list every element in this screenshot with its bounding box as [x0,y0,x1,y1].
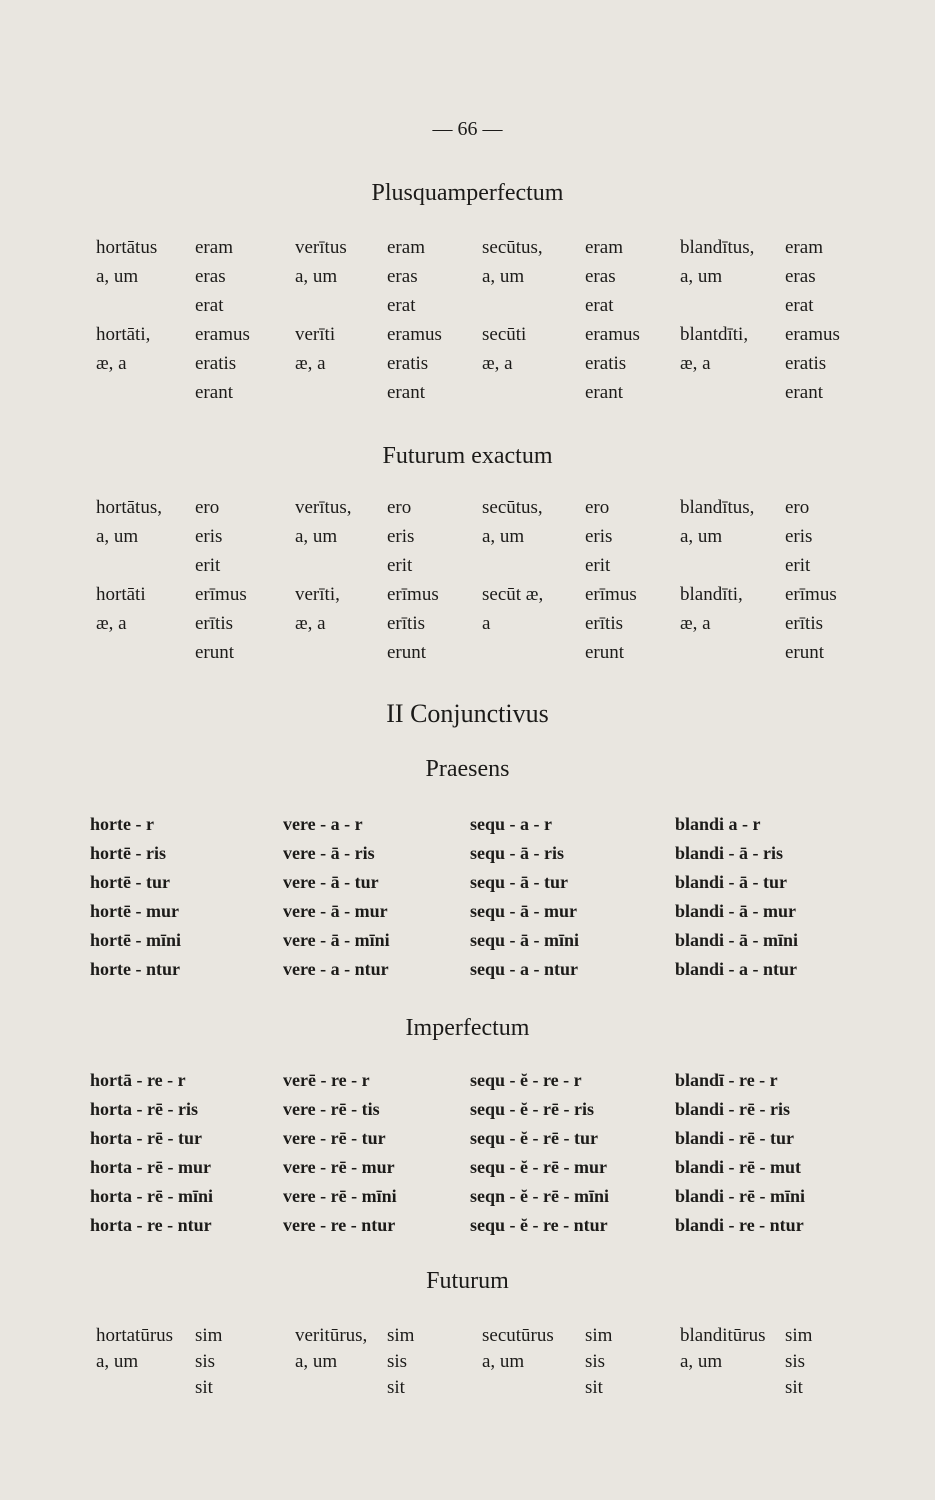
table-cell: hortē - mur [90,901,179,921]
table-cell: blandi - rē - tur [675,1128,794,1148]
table-cell: horte - ntur [90,959,180,979]
table-cell: sequ - ā - ris [470,843,564,863]
table-cell: blandi - re - ntur [675,1215,804,1235]
table-cell: æ, a [96,353,127,374]
table-row [0,265,935,291]
table-cell: erit [785,555,811,576]
table-cell: vere - rē - tur [283,1128,386,1148]
table-row [0,323,935,349]
table-row [0,1184,935,1210]
table-cell: erītis [195,613,233,634]
table-cell: a, um [680,266,723,287]
table-row [0,554,935,580]
table-row [0,236,935,262]
table-cell: sequ - ĕ - rē - ris [470,1099,594,1119]
table-cell: erunt [785,642,825,663]
table-cell: eramus [785,324,840,345]
table-cell: blanditūrus [680,1325,766,1346]
table-cell: a, um [96,1351,139,1372]
table-cell: eras [585,266,616,287]
table-cell: eratis [785,353,827,374]
table-cell: sequ - a - ntur [470,959,579,979]
table-cell: sim [585,1325,613,1346]
table-cell: vere - ā - tur [283,872,379,892]
table-cell: hortē - tur [90,872,170,892]
table-cell: a, um [482,266,525,287]
table-cell: a, um [482,1351,525,1372]
table-cell: eram [585,237,623,258]
table-row [0,1324,935,1350]
table-cell: sequ - ĕ - rē - mur [470,1157,607,1177]
table-cell: sit [387,1377,405,1398]
table-cell: hortātus, [96,497,162,518]
table-cell: eras [195,266,226,287]
table-cell: vere - rē - mīni [283,1186,397,1206]
table-cell: erītis [585,613,623,634]
table-cell: veritūrus, [295,1325,368,1346]
table-cell: sequ - ĕ - re - r [470,1070,582,1090]
table-cell: eratis [387,353,429,374]
table-cell: verīti [295,324,336,345]
table-cell: blandi - rē - mīni [675,1186,806,1206]
table-cell: sit [585,1377,603,1398]
table-cell: eratis [585,353,627,374]
table-cell: ero [585,497,610,518]
table-cell: eram [195,237,233,258]
table-cell: horta - re - ntur [90,1215,212,1235]
table-cell: sis [387,1351,408,1372]
table-cell: vere - re - ntur [283,1215,396,1235]
table-cell: sequ - ĕ - re - ntur [470,1215,608,1235]
table-cell: sequ - ā - mīni [470,930,580,950]
heading-futurum-exactum: Futurum exactum [382,443,553,469]
table-cell: blandi - ā - ris [675,843,784,863]
table-row [0,957,935,983]
table-cell: secutūrus [482,1325,554,1346]
table-cell: verītus [295,237,347,258]
table-cell: sim [387,1325,415,1346]
table-cell: eris [585,526,613,547]
table-cell: æ, a [680,353,711,374]
table-cell: sequ - ā - tur [470,872,568,892]
table-row [0,1376,935,1402]
table-cell: erant [785,382,823,403]
table-cell: erat [195,295,224,316]
table-cell: erīmus [387,584,439,605]
table-cell: erant [585,382,623,403]
table-cell: erit [195,555,221,576]
table-cell: erunt [387,642,427,663]
table-row [0,812,935,838]
table-row [0,525,935,551]
table-cell: erīmus [785,584,837,605]
table-cell: horte - r [90,814,154,834]
table-cell: sequ - ĕ - rē - tur [470,1128,598,1148]
table-cell: erit [387,555,413,576]
heading-futurum: Futurum [426,1268,509,1294]
table-cell: blandi - rē - mut [675,1157,801,1177]
table-cell: hortā - re - r [90,1070,186,1090]
table-cell: vere - rē - tis [283,1099,380,1119]
table-row [0,641,935,667]
table-cell: hortē - mīni [90,930,181,950]
table-row [0,352,935,378]
table-cell: erant [387,382,425,403]
table-cell: blantdīti, [680,324,749,345]
table-row [0,899,935,925]
table-row [0,1155,935,1181]
table-row [0,496,935,522]
table-cell: erītis [387,613,425,634]
table-row [0,294,935,320]
table-cell: a, um [96,266,139,287]
section-conjunctivus: II Conjunctivus [386,699,549,728]
table-cell: blandi - rē - ris [675,1099,790,1119]
table-cell: erīmus [195,584,247,605]
table-cell: secūtus, [482,237,543,258]
table-cell: a, um [680,526,723,547]
table-cell: sis [785,1351,806,1372]
table-cell: ero [195,497,220,518]
table-cell: vere - ā - ris [283,843,375,863]
table-cell: a, um [295,1351,338,1372]
table-cell: seqn - ĕ - rē - mīni [470,1186,609,1206]
table-row [0,381,935,407]
heading-plusquamperfectum: Plusquamperfectum [371,180,564,206]
page-number: — 66 — [432,118,503,140]
table-cell: eras [387,266,418,287]
table-row [0,1068,935,1094]
table-cell: eris [195,526,223,547]
table-cell: hortāti, [96,324,151,345]
table-cell: hortātus [96,237,158,258]
table-row [0,870,935,896]
table-cell: erunt [585,642,625,663]
table-cell: blandi - ā - tur [675,872,788,892]
table-cell: blandī - re - r [675,1070,778,1090]
table-cell: erit [585,555,611,576]
table-cell: vere - a - ntur [283,959,389,979]
table-cell: vere - ā - mur [283,901,388,921]
table-cell: ero [387,497,412,518]
table-cell: verīti, [295,584,340,605]
table-cell: erītis [785,613,823,634]
table-row [0,928,935,954]
table-cell: eram [785,237,823,258]
heading-imperfectum: Imperfectum [405,1015,530,1041]
table-cell: hortē - ris [90,843,166,863]
table-cell: sis [585,1351,606,1372]
table-cell: secūtus, [482,497,543,518]
table-cell: erīmus [585,584,637,605]
table-cell: sit [195,1377,213,1398]
table-row [0,583,935,609]
table-cell: eramus [585,324,640,345]
table-cell: æ, a [680,613,711,634]
table-cell: a, um [295,526,338,547]
table-cell: a, um [482,526,525,547]
table-cell: secūti [482,324,527,345]
table-cell: blandīti, [680,584,743,605]
table-cell: sim [785,1325,813,1346]
table-row [0,1213,935,1239]
table-cell: a [482,613,491,634]
table-cell: blandi - a - ntur [675,959,798,979]
table-cell: ero [785,497,810,518]
table-cell: eras [785,266,816,287]
table-cell: erant [195,382,233,403]
table-cell: verītus, [295,497,352,518]
table-cell: eris [387,526,415,547]
table-cell: erat [785,295,814,316]
table-cell: blandi a - r [675,814,761,834]
table-cell: eris [785,526,813,547]
table-cell: æ, a [295,353,326,374]
table-cell: horta - rē - ris [90,1099,198,1119]
table-cell: hortatūrus [96,1325,174,1346]
table-cell: vere - rē - mur [283,1157,395,1177]
table-row [0,612,935,638]
table-cell: a, um [295,266,338,287]
table-cell: sis [195,1351,216,1372]
table-cell: eramus [387,324,442,345]
table-row [0,1097,935,1123]
table-cell: a, um [96,526,139,547]
table-cell: sequ - ā - mur [470,901,577,921]
table-cell: eram [387,237,425,258]
table-row [0,1350,935,1376]
table-cell: sim [195,1325,223,1346]
table-cell: secūt æ, [482,584,544,605]
table-cell: erat [387,295,416,316]
table-cell: erunt [195,642,235,663]
table-cell: horta - rē - mur [90,1157,211,1177]
table-cell: vere - a - r [283,814,363,834]
table-cell: sit [785,1377,803,1398]
table-cell: verē - re - r [283,1070,370,1090]
table-cell: æ, a [482,353,513,374]
table-cell: æ, a [295,613,326,634]
table-cell: eratis [195,353,237,374]
table-cell: hortāti [96,584,146,605]
table-cell: blandi - ā - mur [675,901,797,921]
table-cell: horta - rē - mīni [90,1186,213,1206]
table-cell: blandi - ā - mīni [675,930,799,950]
table-cell: erat [585,295,614,316]
table-row [0,1126,935,1152]
table-cell: a, um [680,1351,723,1372]
table-cell: horta - rē - tur [90,1128,202,1148]
table-cell: vere - ā - mīni [283,930,390,950]
table-cell: blandītus, [680,497,755,518]
heading-praesens: Praesens [425,756,510,782]
table-cell: æ, a [96,613,127,634]
table-cell: sequ - a - r [470,814,552,834]
table-cell: eramus [195,324,250,345]
table-cell: blandītus, [680,237,755,258]
table-row [0,841,935,867]
